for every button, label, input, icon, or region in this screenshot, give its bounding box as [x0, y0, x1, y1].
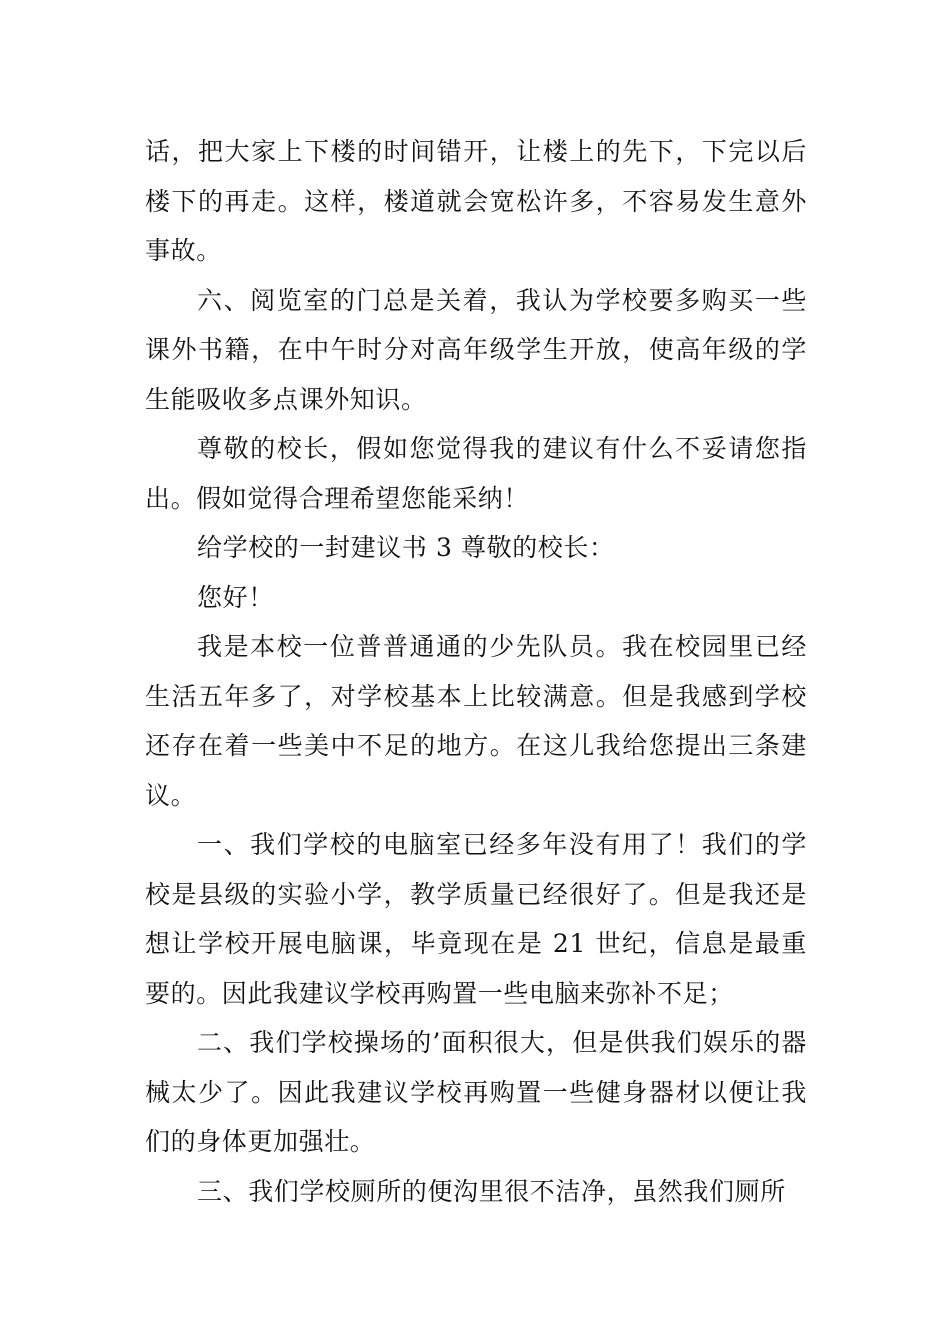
paragraph-introduction: 我是本校一位普普通通的少先队员。我在校园里已经生活五年多了，对学校基本上比较满意。但是我感到学校还存在着一些美中不足的地方。在这儿我给您提出三条建议。	[145, 632, 807, 810]
paragraph-letter-heading: 给学校的一封建议书 3 尊敬的校长：	[197, 533, 615, 562]
document-body	[145, 127, 807, 1216]
paragraph-greeting: 您好！	[197, 582, 274, 612]
paragraph-suggestion-three: 三、我们学校厕所的便沟里很不洁净，虽然我们厕所	[197, 1176, 786, 1206]
paragraph-closing: 尊敬的校长，假如您觉得我的建议有什么不妥请您指出。假如觉得合理希望您能采纳！	[145, 434, 807, 513]
paragraph-suggestion-one: 一、我们学校的电脑室已经多年没有用了！我们的学校是县级的实验小学，教学质量已经很好了。但是我还是想让学校开展电脑课，毕竟现在是 21 世纪，信息是最重要的。因此我建议学校再购置一些电脑来弥补不足；	[145, 830, 807, 1008]
paragraph-suggestion-six: 六、阅览室的门总是关着，我认为学校要多购买一些课外书籍，在中午时分对高年级学生开放，使高年级的学生能吸收多点课外知识。	[145, 285, 807, 414]
paragraph-suggestion-two: 二、我们学校操场的’面积很大，但是供我们娱乐的器械太少了。因此我建议学校再购置一些健身器材以便让我们的身体更加强壮。	[145, 1028, 807, 1156]
paragraph-continuation: 话，把大家上下楼的时间错开，让楼上的先下，下完以后楼下的再走。这样，楼道就会宽松许多，不容易发生意外事故。	[145, 137, 807, 265]
